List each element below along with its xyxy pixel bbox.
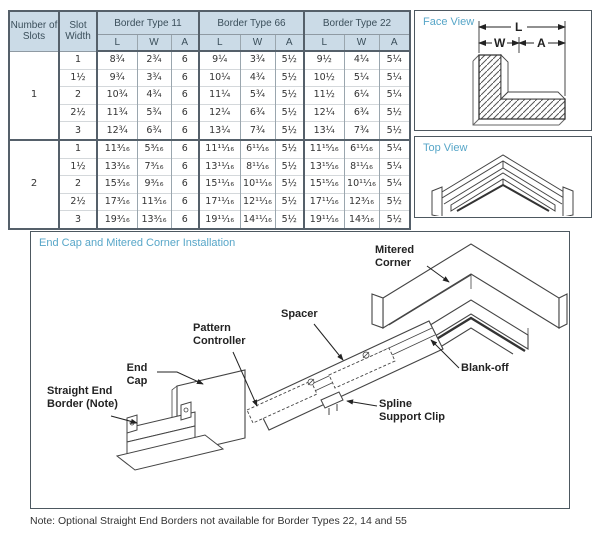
dimension-cell: 6 — [171, 51, 199, 69]
dimension-cell: 14³⁄₁₆ — [344, 211, 379, 229]
dimension-cell: 6 — [171, 211, 199, 229]
dimension-cell: 17¹¹⁄₁₆ — [199, 193, 240, 211]
dimension-cell: 6 — [171, 140, 199, 158]
dimension-cell: 13¼ — [199, 122, 240, 140]
dimension-cell: 11¼ — [199, 87, 240, 105]
dimension-cell: 7¾ — [240, 122, 275, 140]
dimension-cell: 6 — [171, 176, 199, 194]
dimension-cell: 5¼ — [379, 69, 410, 87]
dimension-cell: 12¼ — [199, 104, 240, 122]
dimension-cell: 4¼ — [344, 51, 379, 69]
header-dim-w: W — [240, 35, 275, 52]
header-dim-w: W — [344, 35, 379, 52]
dimension-cell: 10¾ — [97, 87, 137, 105]
table-row — [9, 211, 410, 229]
slot-width-cell: 2½ — [59, 104, 97, 122]
dimension-cell: 5½ — [275, 122, 304, 140]
dimension-cell: 6 — [171, 122, 199, 140]
header-number-of-slots: Number of Slots — [9, 11, 59, 51]
dimension-cell: 15¹¹⁄₁₆ — [199, 176, 240, 194]
top-view-title: Top View — [423, 142, 468, 154]
label-mitered-corner: Mitered Corner — [375, 244, 415, 269]
dimension-cell: 6¾ — [344, 104, 379, 122]
dimension-cell: 6¼ — [344, 87, 379, 105]
header-dim-l: L — [304, 35, 344, 52]
dimension-cell: 19¹¹⁄₁₆ — [199, 211, 240, 229]
dim-label-a: A — [537, 36, 546, 50]
dimension-cell: 5½ — [275, 104, 304, 122]
table-row — [9, 158, 410, 176]
installation-title: End Cap and Mitered Corner Installation — [39, 237, 236, 249]
dimension-cell: 15¹⁵⁄₁₆ — [304, 176, 344, 194]
face-view-title: Face View — [423, 16, 475, 28]
dimension-cell: 13³⁄₁₆ — [97, 158, 137, 176]
label-pattern-controller: Pattern Controller — [193, 322, 246, 347]
face-view-panel — [414, 10, 592, 131]
dimension-cell: 6 — [171, 104, 199, 122]
header-dim-l: L — [97, 35, 137, 52]
dimension-cell: 10½ — [304, 69, 344, 87]
dimension-cell: 9¼ — [199, 51, 240, 69]
label-spline-support-clip: Spline Support Clip — [379, 398, 445, 423]
dimension-cell: 13¹⁵⁄₁₆ — [304, 158, 344, 176]
dimension-cell: 5½ — [275, 140, 304, 158]
dimension-cell: 14¹¹⁄₁₆ — [240, 211, 275, 229]
dimension-cell: 6¹¹⁄₁₆ — [240, 140, 275, 158]
slot-width-cell: 2 — [59, 87, 97, 105]
dimension-cell: 5½ — [275, 211, 304, 229]
dimension-cell: 10¹¹⁄₁₆ — [240, 176, 275, 194]
number-of-slots-cell: 1 — [9, 51, 59, 140]
dimension-cell: 8¹¹⁄₁₆ — [240, 158, 275, 176]
dimension-cell: 19¹¹⁄₁₆ — [304, 211, 344, 229]
table-row — [9, 176, 410, 194]
dimension-cell: 11³⁄₁₆ — [97, 140, 137, 158]
dimension-cell: 19³⁄₁₆ — [97, 211, 137, 229]
label-blank-off: Blank-off — [461, 362, 509, 374]
header-dim-a: A — [379, 35, 410, 52]
slot-width-cell: 3 — [59, 211, 97, 229]
table-row — [9, 104, 410, 122]
dimension-cell: 4¾ — [240, 69, 275, 87]
table-row — [9, 87, 410, 105]
slot-width-cell: 1 — [59, 51, 97, 69]
header-dim-l: L — [199, 35, 240, 52]
dimension-cell: 5¼ — [344, 69, 379, 87]
dimension-cell: 5½ — [275, 69, 304, 87]
dimension-cell: 9³⁄₁₆ — [137, 176, 171, 194]
dimension-cell: 6 — [171, 69, 199, 87]
header-border-type-66: Border Type 66 — [199, 11, 304, 35]
table-row — [9, 69, 410, 87]
dimension-cell: 5¾ — [137, 104, 171, 122]
label-end-cap: End Cap — [126, 362, 148, 387]
number-of-slots-cell: 2 — [9, 140, 59, 229]
dimension-cell: 5½ — [275, 193, 304, 211]
border-dimensions-table — [8, 10, 411, 230]
dimension-cell: 13¹¹⁄₁₆ — [199, 158, 240, 176]
dimension-cell: 6¹¹⁄₁₆ — [344, 140, 379, 158]
header-dim-w: W — [137, 35, 171, 52]
table-row — [9, 193, 410, 211]
dimension-cell: 6¾ — [137, 122, 171, 140]
dimension-cell: 11¹⁵⁄₁₆ — [304, 140, 344, 158]
dimension-cell: 6¾ — [240, 104, 275, 122]
dimension-cell: 10¹¹⁄₁₆ — [344, 176, 379, 194]
table-row — [9, 51, 410, 69]
dimension-cell: 7¾ — [344, 122, 379, 140]
dimension-cell: 15³⁄₁₆ — [97, 176, 137, 194]
dimension-cell: 11¹¹⁄₁₆ — [199, 140, 240, 158]
slot-width-cell: 1½ — [59, 158, 97, 176]
dimension-cell: 17³⁄₁₆ — [97, 193, 137, 211]
dimension-cell: 3¾ — [240, 51, 275, 69]
dimension-cell: 12¾ — [97, 122, 137, 140]
dimension-cell: 10¼ — [199, 69, 240, 87]
dimension-cell: 5½ — [379, 193, 410, 211]
dim-label-w: W — [494, 36, 506, 50]
dimension-cell: 13¼ — [304, 122, 344, 140]
dimension-cell: 6 — [171, 87, 199, 105]
dimension-cell: 8¾ — [97, 51, 137, 69]
dimension-cell: 12³⁄₁₆ — [344, 193, 379, 211]
dimension-cell: 11½ — [304, 87, 344, 105]
slot-width-cell: 1½ — [59, 69, 97, 87]
dimension-cell: 5½ — [379, 211, 410, 229]
header-dim-a: A — [275, 35, 304, 52]
dim-label-l: L — [515, 20, 523, 34]
dimension-cell: 5¾ — [240, 87, 275, 105]
dimension-cell: 11³⁄₁₆ — [137, 193, 171, 211]
dimension-cell: 5½ — [275, 87, 304, 105]
slot-width-cell: 2 — [59, 176, 97, 194]
header-dim-a: A — [171, 35, 199, 52]
header-border-type-11: Border Type 11 — [97, 11, 199, 35]
slot-width-cell: 3 — [59, 122, 97, 140]
table-body — [9, 51, 410, 229]
top-view-panel — [414, 136, 592, 218]
table-row — [9, 140, 410, 158]
label-spacer: Spacer — [281, 308, 318, 320]
dimension-cell: 17¹¹⁄₁₆ — [304, 193, 344, 211]
dimension-cell: 9½ — [304, 51, 344, 69]
dimension-cell: 11¾ — [97, 104, 137, 122]
dimension-cell: 9¾ — [97, 69, 137, 87]
dimension-cell: 7³⁄₁₆ — [137, 158, 171, 176]
dimension-cell: 5¼ — [379, 140, 410, 158]
table-row — [9, 122, 410, 140]
slot-width-cell: 1 — [59, 140, 97, 158]
dimension-cell: 5½ — [275, 176, 304, 194]
header-slot-width: Slot Width — [59, 11, 97, 51]
dimension-cell: 5¼ — [379, 51, 410, 69]
dimension-cell: 5¼ — [379, 158, 410, 176]
dimension-cell: 6 — [171, 158, 199, 176]
dimension-cell: 4¾ — [137, 87, 171, 105]
installation-panel — [30, 231, 570, 509]
dimension-cell: 13³⁄₁₆ — [137, 211, 171, 229]
dimension-cell: 5¼ — [379, 176, 410, 194]
dimension-cell: 12¼ — [304, 104, 344, 122]
dimension-cell: 6 — [171, 193, 199, 211]
dimension-cell: 12¹¹⁄₁₆ — [240, 193, 275, 211]
dimension-cell: 8¹¹⁄₁₆ — [344, 158, 379, 176]
dimension-cell: 5½ — [379, 122, 410, 140]
dimension-cell: 5³⁄₁₆ — [137, 140, 171, 158]
label-straight-end-border: Straight End Border (Note) — [47, 385, 118, 410]
face-view-diagram — [415, 11, 590, 129]
dimension-cell: 2¾ — [137, 51, 171, 69]
header-border-type-22: Border Type 22 — [304, 11, 410, 35]
dimension-cell: 5¼ — [379, 87, 410, 105]
dimension-cell: 5½ — [379, 104, 410, 122]
footer-note: Note: Optional Straight End Borders not available for Border Types 22, 14 and 55 — [30, 515, 407, 527]
dimension-cell: 5½ — [275, 158, 304, 176]
dimension-cell: 3¾ — [137, 69, 171, 87]
dimension-cell: 5½ — [275, 51, 304, 69]
slot-width-cell: 2½ — [59, 193, 97, 211]
